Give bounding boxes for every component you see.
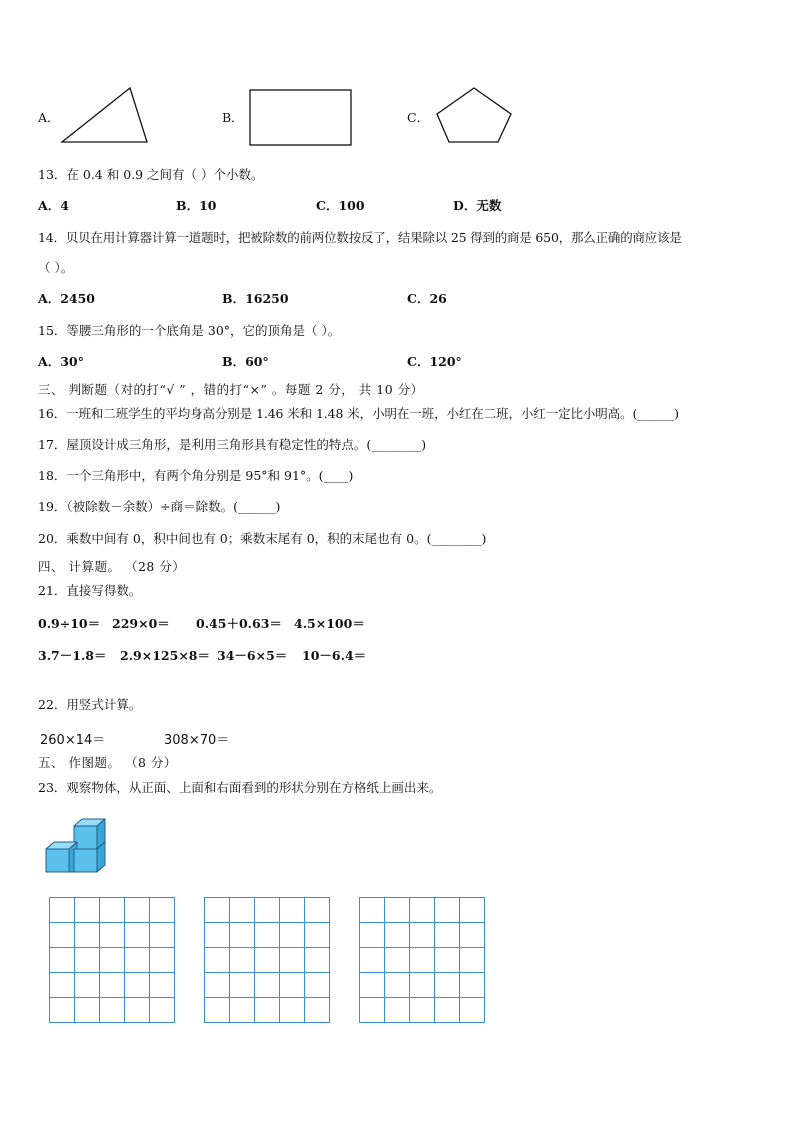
rectangle-icon bbox=[248, 88, 358, 148]
q13-option-c: C．100 bbox=[316, 198, 365, 213]
cube-front-face bbox=[74, 849, 97, 872]
q22-item-2: 308×70＝ bbox=[164, 733, 230, 748]
q15-option-c: C．120° bbox=[407, 354, 462, 369]
q21-item: 34－6×5＝ bbox=[217, 648, 288, 663]
q21-item: 4.5×100＝ bbox=[294, 616, 365, 631]
q21-item: 0.45＋0.63＝ bbox=[196, 616, 282, 631]
question-21: 21．直接写得数。 bbox=[38, 583, 142, 598]
question-19: 19．（被除数－余数）÷商＝除数。(______) bbox=[38, 499, 281, 514]
question-20: 20．乘数中间有 0，积中间也有 0；乘数末尾有 0，积的末尾也有 0。(________) bbox=[38, 531, 487, 546]
question-18: 18．一个三角形中，有两个角分别是 95°和 91°。(____) bbox=[38, 468, 354, 483]
q13-option-b: B．10 bbox=[176, 198, 217, 213]
q21-item: 3.7－1.8＝ bbox=[38, 648, 107, 663]
pentagon-icon bbox=[434, 84, 524, 149]
q15-option-b: B．60° bbox=[222, 354, 269, 369]
right-view-grid[interactable] bbox=[359, 897, 485, 1023]
question-22: 22．用竖式计算。 bbox=[38, 697, 142, 712]
front-view-grid[interactable] bbox=[49, 897, 175, 1023]
top-view-grid[interactable] bbox=[204, 897, 330, 1023]
section-5-heading: 五、 作图题。 （8 分） bbox=[38, 755, 177, 770]
question-14-blank: （ ）。 bbox=[38, 260, 74, 275]
q21-item: 0.9÷10＝ bbox=[38, 616, 101, 631]
q13-option-a: A．4 bbox=[38, 198, 69, 213]
question-13: 13．在 0.4 和 0.9 之间有（ ）个小数。 bbox=[38, 167, 264, 182]
q21-item: 229×0＝ bbox=[112, 616, 170, 631]
cube-stack-figure bbox=[44, 818, 114, 884]
section-4-heading: 四、 计算题。 （28 分） bbox=[38, 559, 186, 574]
cube-front-face bbox=[46, 849, 69, 872]
question-16: 16．一班和二班学生的平均身高分别是 1.46 米和 1.48 米，小明在一班，小红在二班，小红一定比小明高。(______) bbox=[38, 406, 679, 421]
q14-option-a: A．2450 bbox=[38, 291, 95, 306]
q22-item-1: 260×14＝ bbox=[40, 733, 106, 748]
question-15: 15．等腰三角形的一个底角是 30°，它的顶角是（ ）。 bbox=[38, 323, 341, 338]
question-23: 23．观察物体，从正面、上面和右面看到的形状分别在方格纸上画出来。 bbox=[38, 780, 442, 795]
question-17: 17．屋顶设计成三角形，是利用三角形具有稳定性的特点。(________) bbox=[38, 437, 427, 452]
option-b-label: B． bbox=[222, 110, 244, 125]
option-c-label: C． bbox=[407, 110, 430, 125]
triangle-icon bbox=[58, 84, 158, 154]
section-3-heading: 三、 判断题（对的打“√ ” ，错的打“×” 。每题 2 分， 共 10 分） bbox=[38, 382, 424, 397]
q15-option-a: A．30° bbox=[38, 354, 84, 369]
option-a-label: A． bbox=[38, 110, 60, 125]
question-14: 14．贝贝在用计算器计算一道题时，把被除数的前两位数按反了，结果除以 25 得到的商是 650，那么正确的商应该是 bbox=[38, 230, 682, 245]
q21-item: 10－6.4＝ bbox=[302, 648, 367, 663]
q21-item: 2.9×125×8＝ bbox=[120, 648, 210, 663]
q14-option-c: C．26 bbox=[407, 291, 447, 306]
q13-option-d: D．无数 bbox=[453, 198, 502, 213]
q14-option-b: B．16250 bbox=[222, 291, 289, 306]
